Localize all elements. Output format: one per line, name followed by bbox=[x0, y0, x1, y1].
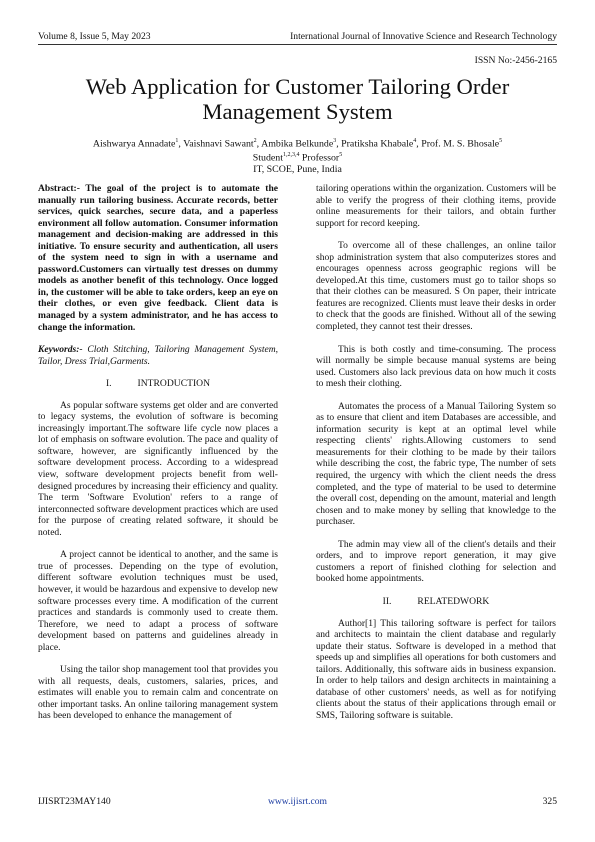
abstract: Abstract:- The goal of the project is to automate the manually run tailoring business. Accurate records, better services, quick searches, secure data, and a paperless environment all follow automation. Consumer information management and decision-making are addressed in this initiative. To ensure security and authentication, all users of the system need to sign in with a username and password.Customers can virtually test dresses on dummy models as another benefit of this technology. Once logged in, the customer will be able to take orders, keep an eye on their clothes, or even give feedback. Client data is managed by a system administrator, and he has access to change the information. bbox=[38, 183, 278, 333]
author-name: Ambika Belkunde bbox=[261, 138, 334, 150]
left-column bbox=[38, 183, 278, 733]
footer-journal-link[interactable]: www.ijisrt.com bbox=[267, 796, 328, 807]
header-issn: ISSN No:-2456-2165 bbox=[474, 55, 557, 66]
paragraph: A project cannot be identical to another, and the same is true of processes. Depending on the type of evolution, different software evolution techniques must be used, however, it would be hazardous and expensive to develop new software processes every time. A modification of the current practices and standards is commonly used to create them. Therefore, we need to adapt a process of software development based on patterns and guidelines already in place. bbox=[38, 549, 278, 653]
author-roles: Student$^{1,2,3,4}$ Professor$^5$ bbox=[252, 151, 343, 164]
author-sup: 4 bbox=[413, 138, 417, 144]
author-sup: 2 bbox=[253, 138, 257, 144]
paragraph: This is both costly and time-consuming. The process will normally be simple because manual systems are being used. Customers also lack previous data on how much it costs to mesh their clothing. bbox=[316, 343, 556, 390]
author-name: Prof. M. S. Bhosale bbox=[421, 138, 500, 150]
paragraph: Using the tailor shop management tool that provides you with all requests, deals, customers, salaries, prices, and estimates will enable you to remain calm and concentrate on other important tasks. An online tailoring management system has been developed to enhance the management of bbox=[38, 664, 278, 722]
paragraph: As popular software systems get older and are converted to legacy systems, the evolution of software is becoming increasingly important.The software life cycle now places a lot of emphasis on software evolution. The pace and quality of software, however, are significantly influenced by the software development process. According to a widespread view, software development projects benefit from well-designed procedures by increasing their efficiency and quality. The term 'Software Evolution' refers to a range of interconnected software development practices which are used for the purpose of creating related software, it should be noted. bbox=[38, 399, 278, 538]
paragraph: The admin may view all of the client's details and their orders, and to improve report generation, it may give customers a report of finished clothing for selection and booked home appointments. bbox=[316, 538, 556, 585]
header-journal: International Journal of Innovative Science and Research Technology bbox=[290, 31, 557, 42]
paragraph: To overcome all of these challenges, an online tailor shop administration system that also computerizes stores and encourages openness across geographic regions will be developed.At this time, customers must go to tailor shops so that their clothes can be measured. S On paper, their intricate features are recognized. Clients must leave their desks in order to check that the goods are finished. Without all of the sewing completed, they cannot test their dresses. bbox=[316, 240, 556, 333]
author-name: Vaishnavi Sawant bbox=[183, 138, 254, 150]
paragraph: Automates the process of a Manual Tailoring System so as to ensure that client and item Databases are accessible, and information security is kept at an optimal level while respecting clients' rights.Allowing customers to send measurements for their clothing to be made by their tailors while describing the cost, the fabric type, The number of sets required, the urgency with which the client needs the dress completed, and the type of material to be used to determine the overall cost, depending on the amount, material and length chosen and to make money by selling that knowledge to the purchaser. bbox=[316, 400, 556, 528]
author-list: Aishwarya Annadate$^1$, Vaishnavi Sawant$^2$, Ambika Belkunde$^3$, Pratiksha Khabale$^4$, Prof. M. S. Bhosale$^5$ bbox=[92, 138, 503, 150]
keywords-label: Keywords:- bbox=[38, 344, 83, 356]
author-block bbox=[20, 136, 575, 175]
section-heading-introduction: I. INTRODUCTION bbox=[105, 378, 211, 390]
paper-title: Web Application for Customer Tailoring Order Management System bbox=[85, 74, 510, 124]
header-divider bbox=[38, 44, 557, 45]
author-sup: 3 bbox=[333, 138, 337, 144]
keywords-text: Cloth Stitching, Tailoring Management System, Tailor, Dress Trial,Garments. bbox=[38, 344, 278, 367]
paragraph: tailoring operations within the organization. Customers will be able to verify the progress of their clothing items, provide online measurements for their tailors, and obtain further support for record keeping. bbox=[316, 183, 556, 229]
author-sup: 5 bbox=[499, 138, 503, 144]
author-sup: 1 bbox=[175, 138, 179, 144]
header-volume: Volume 8, Issue 5, May 2023 bbox=[38, 31, 151, 42]
right-column bbox=[316, 183, 556, 732]
keywords bbox=[38, 344, 278, 367]
author-name: Pratiksha Khabale bbox=[341, 138, 414, 150]
footer-paper-id: IJISRT23MAY140 bbox=[38, 796, 111, 807]
author-name: Aishwarya Annadate bbox=[92, 138, 176, 150]
author-affiliation: IT, SCOE, Pune, India bbox=[253, 163, 342, 175]
footer-page-number: 325 bbox=[542, 796, 557, 807]
section-heading-related-work: II. RELATEDWORK bbox=[382, 595, 490, 607]
paragraph: Author[1] This tailoring software is perfect for tailors and architects to maintain the client database and regularly update their status. Software is developed in a method that speeds up and simplifies all operations for both customers and tailors. Additionally, this software aids in business expansion. In order to help tailors and design architects in maintaining a database of other customers' needs, as well as for notifying clients about the status of their applications through email or SMS, Tailoring software is suitable. bbox=[316, 617, 556, 721]
